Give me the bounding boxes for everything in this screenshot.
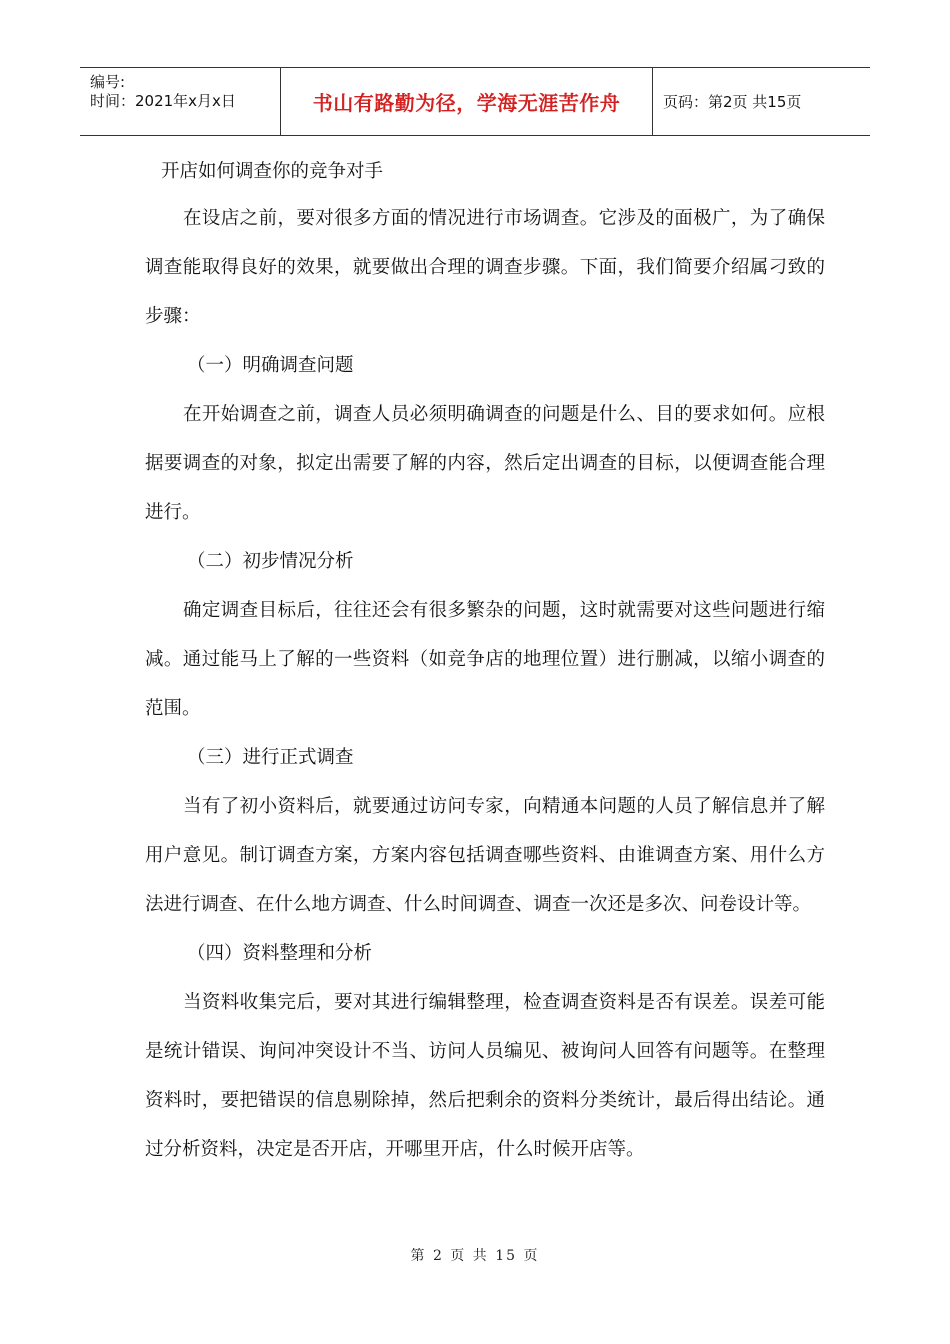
- document-body: [145, 150, 825, 1174]
- section-heading-4: （四）资料整理和分析: [187, 943, 373, 964]
- header-meta-cell: [80, 68, 281, 135]
- paragraph-section-1: 在开始调查之前，调查人员必须明确调查的问题是什么、目的要求如何。应根据要调查的对象，拟定出需要了解的内容，然后定出调查的目标，以便调查能合理进行。: [145, 404, 825, 523]
- header-motto-cell: [281, 68, 653, 135]
- paragraph-section-4: 当资料收集完后，要对其进行编辑整理，检查调查资料是否有误差。误差可能是统计错误、询问冲突设计不当、访问人员编见、被询问人回答有问题等。在整理资料时，要把错误的信息剔除掉，然后把剩余的资料分类统计，最后得出结论。通过分析资料，决定是否开店，开哪里开店，什么时候开店等。: [145, 992, 825, 1160]
- paragraph-section-2: 确定调查目标后，往往还会有很多繁杂的问题，这时就需要对这些问题进行缩减。通过能马上了解的一些资料（如竞争店的地理位置）进行删减，以缩小调查的范围。: [145, 600, 825, 719]
- section-heading-3: （三）进行正式调查: [187, 747, 354, 768]
- paragraph-intro: 在设店之前，要对很多方面的情况进行市场调查。它涉及的面极广，为了确保调查能取得良好的效果，就要做出合理的调查步骤。下面，我们简要介绍属刁致的步骤：: [145, 208, 825, 327]
- time-label: 时间：2021年x月x日: [90, 92, 236, 110]
- document-header: [80, 67, 870, 136]
- section-heading-2: （二）初步情况分析: [187, 551, 354, 572]
- page-footer: 第 2 页 共 15 页: [410, 1248, 540, 1264]
- motto-text: 书山有路勤为径，学海无涯苦作舟: [312, 91, 621, 115]
- paragraph-section-3: 当有了初小资料后，就要通过访问专家，向精通本问题的人员了解信息并了解用户意见。制订调查方案，方案内容包括调查哪些资料、由谁调查方案、用什么方法进行调查、在什么地方调查、什么时间调查、调查一次还是多次、问卷设计等。: [145, 796, 825, 915]
- section-heading-1: （一）明确调查问题: [187, 355, 354, 376]
- header-page-cell: [653, 68, 870, 135]
- number-label: 编号:: [90, 73, 126, 91]
- document-title: 开店如何调查你的竞争对手: [161, 161, 384, 182]
- page-info: 页码：第2页 共15页: [663, 93, 802, 111]
